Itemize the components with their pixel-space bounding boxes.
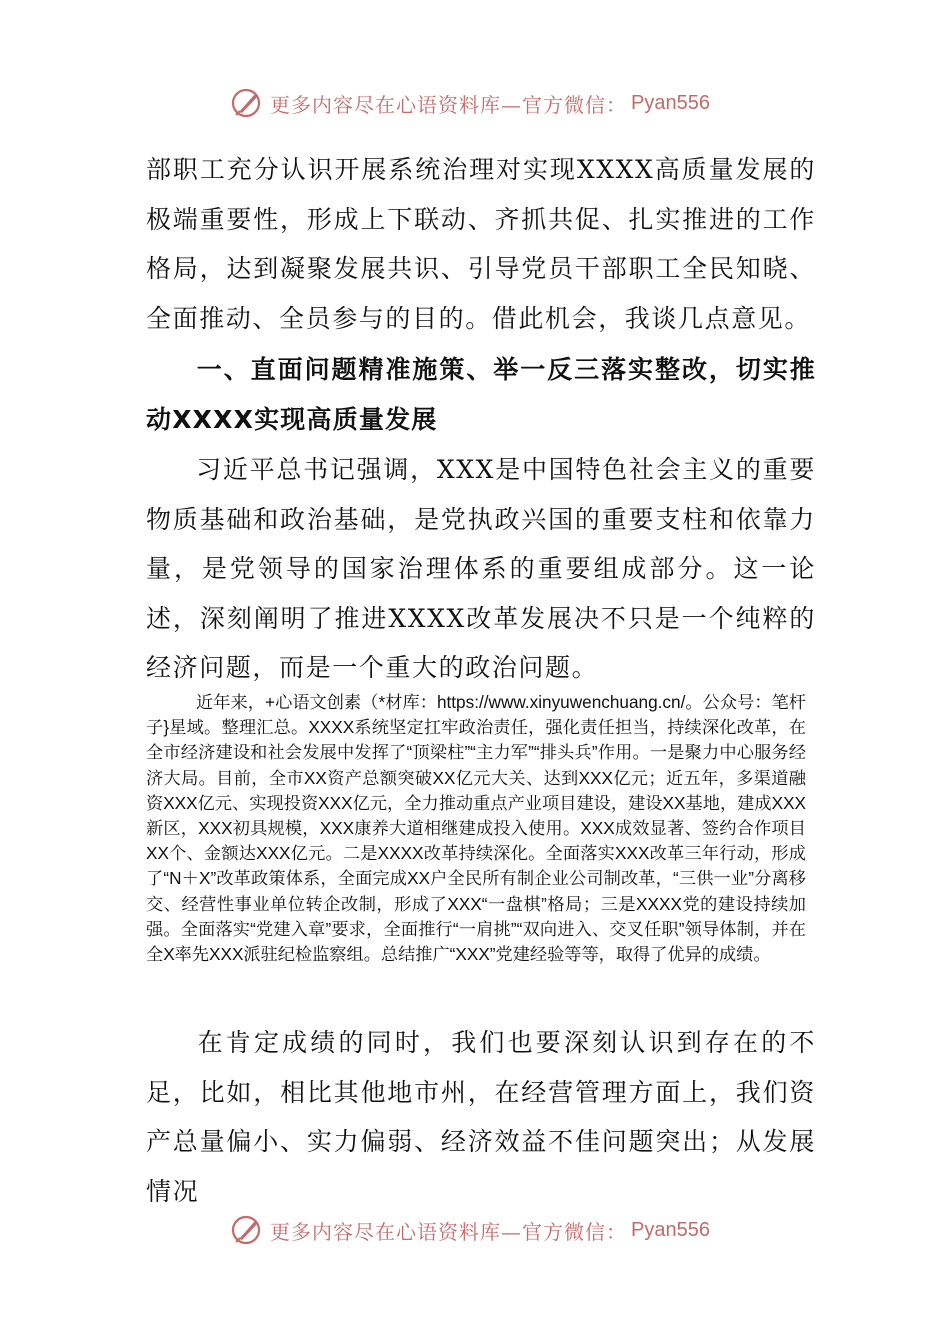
paragraph-3-text: 近年来，+心语文创素（*材库：https://www.xinyuwenchuang.cn/。公众号：笔杆子}星域。整理汇总。XXXX系统坚定扛牢政治责任，强化责任担当，持续深化改革，在全市经济建设和社会发展中发挥了“顶梁柱”“主力军”“排头兵”作用。一是聚力中心服务经济大局。目前，全市XX资产总额突破XX亿元大关、达到XXX亿元；近五年，多渠道融资XXX亿元、实现投资XXX亿元，全力推动重点产业项目建设，建设XX基地，建成XXX新区，XXX初具规模，XXX康养大道相继建成投入使用。XXX成效显著、签约合作项目XX个、金额达XXX亿元。二是XXXX改革持续深化。全面落实XXX改革三年行动，形成了“N＋X”改革政策体系，全面完成XX户全民所有制企业公司制改革，“三供一业”分离移交、经营性事业单位转企改制，形成了XXX“一盘棋”格局；三是XXXX党的建设持续加强。全面落实“党建入章”要求，全面推行“一肩挑”“双向进入、交叉任职”领导体制，并在全X率先XXX派驻纪检监察组。总结推广“XXX”党建经验等等，取得了优异的成绩。 [146,692,806,965]
section-heading-1 [146,345,816,445]
banner-wechat: Pyan556 [631,1218,710,1241]
paragraph-2 [146,445,816,693]
banner-text: 更多内容尽在心语资料库—官方微信： [270,92,627,117]
watermark-banner-top [230,83,710,123]
banner-wechat: Pyan556 [631,91,710,114]
paragraph-4 [146,1018,816,1216]
paragraph-1: 部职工充分认识开展系统治理对实现XXXX高质量发展的极端重要性，形成上下联动、齐抓共促、扎实推进的工作格局，达到凝聚发展共识、引导党员干部职工全民知晓、全面推动、全员参与的目的。借此机会，我谈几点意见。 [146,155,816,333]
heading-text: 一、直面问题精准施策、举一反三落实整改，切实推动XXXX实现高质量发展 [146,355,816,434]
watermark-banner-bottom [230,1210,710,1250]
paragraph-4-text: 在肯定成绩的同时，我们也要深刻认识到存在的不足，比如，相比其他地市州，在经营管理方面上，我们资产总量偏小、实力偏弱、经济效益不佳问题突出；从发展情况 [146,1028,816,1206]
quill-logo-icon [230,1213,264,1247]
quill-logo-icon [230,86,264,120]
paragraph-3 [146,690,806,967]
paragraph-2-text: 习近平总书记强调，XXX是中国特色社会主义的重要物质基础和政治基础，是党执政兴国的重要支柱和依靠力量，是党领导的国家治理体系的重要组成部分。这一论述，深刻阐明了推进XXXX改革发展决不只是一个纯粹的经济问题，而是一个重大的政治问题。 [146,455,816,682]
banner-text: 更多内容尽在心语资料库—官方微信： [270,1219,627,1244]
